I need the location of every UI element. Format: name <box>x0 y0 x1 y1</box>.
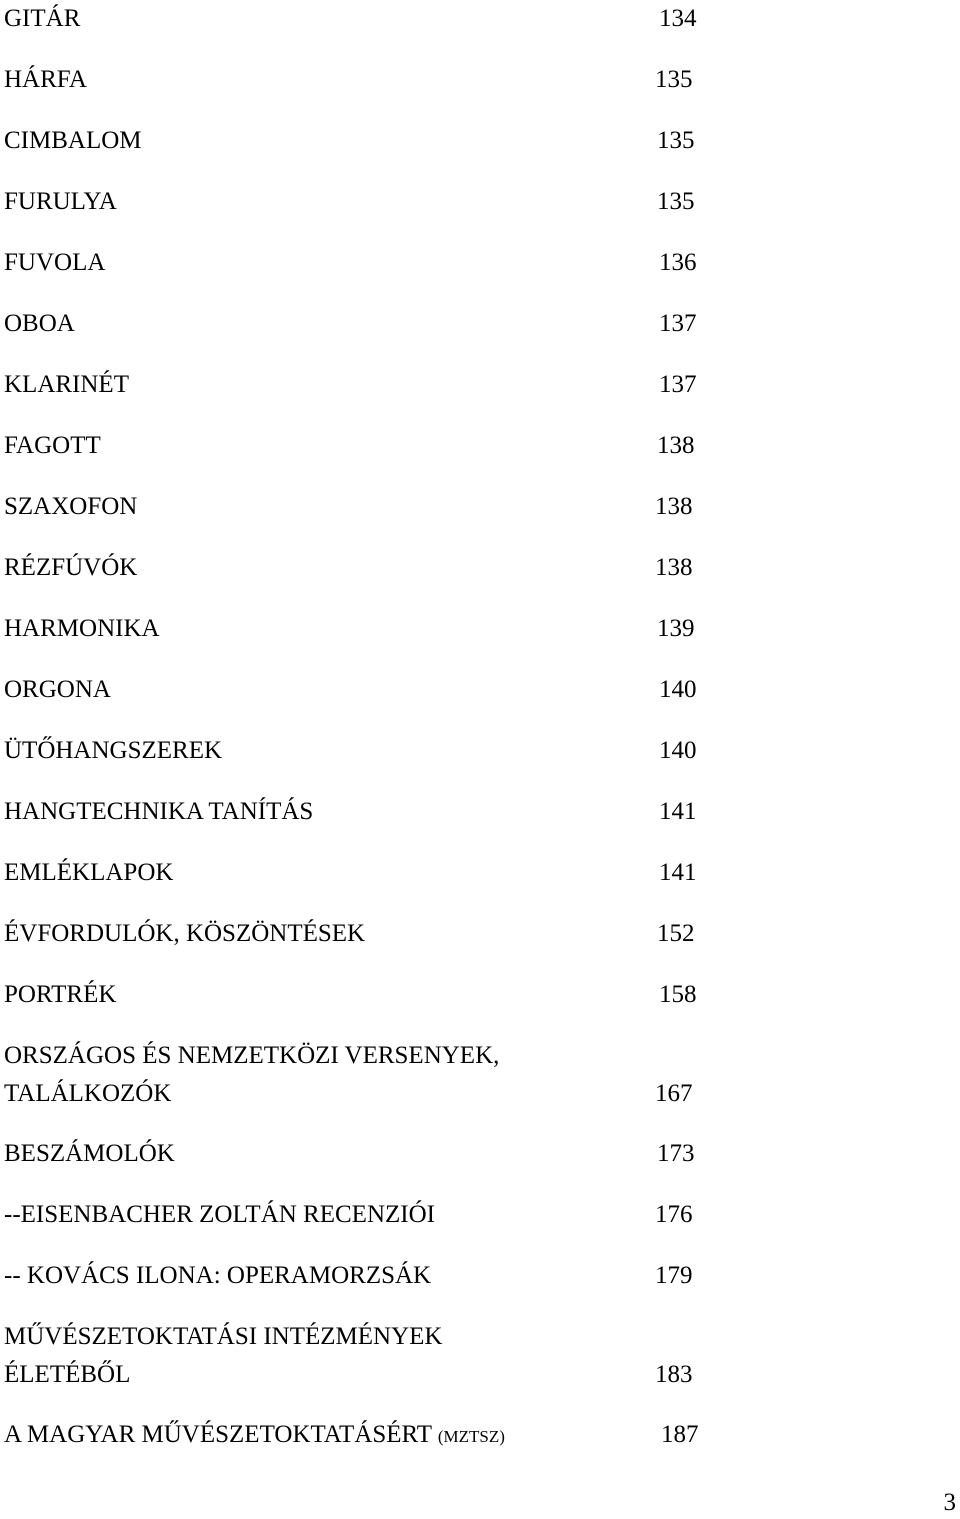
toc-entry-title: GITÁR <box>4 5 81 32</box>
toc-entry-page: 173 <box>657 1140 695 1167</box>
toc-entry-page: 135 <box>657 127 695 154</box>
toc-entry-title: HÁRFA <box>4 66 87 93</box>
toc-entry <box>4 244 704 282</box>
toc-entry-page: 141 <box>659 859 697 886</box>
toc-entry-page: 158 <box>659 981 697 1008</box>
toc-entry-title: OBOA <box>4 310 75 337</box>
toc-entry <box>4 488 704 526</box>
toc-entry-title-line: ÉLETÉBŐL <box>4 1361 131 1388</box>
toc-entry <box>4 549 704 587</box>
toc-entry-page: 137 <box>659 371 697 398</box>
toc-entry <box>4 122 704 160</box>
toc-entry <box>4 427 704 465</box>
toc-entry-title: FURULYA <box>4 188 117 215</box>
toc-entry <box>4 793 704 831</box>
toc-entry-title-line: MŰVÉSZETOKTATÁSI INTÉZMÉNYEK <box>4 1323 443 1350</box>
toc-entry-title: HARMONIKA <box>4 615 160 642</box>
toc-entry <box>4 915 704 953</box>
toc-entry-page: 176 <box>655 1201 693 1228</box>
toc-entry <box>4 1037 704 1113</box>
toc-entry <box>4 305 704 343</box>
toc-entry-page: 138 <box>657 432 695 459</box>
toc-entry-title: EMLÉKLAPOK <box>4 859 174 886</box>
toc-entry-title: ÜTŐHANGSZEREK <box>4 737 223 764</box>
toc-entry-page: 135 <box>657 188 695 215</box>
toc-entry <box>4 183 704 221</box>
toc-entry-page: 141 <box>659 798 697 825</box>
toc-entry-title: BESZÁMOLÓK <box>4 1140 175 1167</box>
toc-entry-title: ORGONA <box>4 676 111 703</box>
toc-entry-page: 136 <box>659 249 697 276</box>
toc-entry-title: HANGTECHNIKA TANÍTÁS <box>4 798 314 825</box>
toc-entry <box>4 61 704 99</box>
toc-entry-title: ÉVFORDULÓK, KÖSZÖNTÉSEK <box>4 920 366 947</box>
toc-entry-page: 137 <box>659 310 697 337</box>
toc-entry-page: 139 <box>657 615 695 642</box>
toc-entry <box>4 610 704 648</box>
toc-entry-page: 138 <box>655 554 693 581</box>
toc-entry-title: CIMBALOM <box>4 127 142 154</box>
toc-entry-page: 187 <box>661 1421 699 1448</box>
toc-entry <box>4 732 704 770</box>
toc-entry-title: -- KOVÁCS ILONA: OPERAMORZSÁK <box>4 1262 432 1289</box>
toc-entry-page: 179 <box>655 1262 693 1289</box>
toc-entry <box>4 976 704 1014</box>
toc-entry <box>4 671 704 709</box>
toc-entry <box>4 1318 704 1394</box>
toc-entry-page: 183 <box>655 1361 693 1388</box>
toc-entry-page: 140 <box>659 737 697 764</box>
toc-entry-title: KLARINÉT <box>4 371 129 398</box>
toc-entry-title: --EISENBACHER ZOLTÁN RECENZIÓI <box>4 1201 435 1228</box>
toc-entry <box>4 1196 704 1234</box>
page-number: 3 <box>943 1489 956 1516</box>
toc-entry <box>4 366 704 404</box>
toc-entry <box>4 1257 704 1295</box>
toc-entry <box>4 1416 704 1456</box>
toc-entry <box>4 0 704 38</box>
toc-entry-page: 167 <box>655 1080 693 1107</box>
toc-entry-title-abbrev: (MZTSZ) <box>437 1427 505 1446</box>
toc-entry-title: PORTRÉK <box>4 981 117 1008</box>
toc-entry-title: RÉZFÚVÓK <box>4 554 138 581</box>
toc-entry <box>4 1135 704 1173</box>
toc-entry-page: 135 <box>655 66 693 93</box>
toc-entry-title: FUVOLA <box>4 249 106 276</box>
toc-entry-page: 140 <box>659 676 697 703</box>
toc-entry-page: 152 <box>657 920 695 947</box>
toc-entry-title: A MAGYAR MŰVÉSZETOKTATÁSÉRT <box>4 1421 432 1448</box>
toc-entry-title-line: TALÁLKOZÓK <box>4 1080 172 1107</box>
toc-entry-title-line: ORSZÁGOS ÉS NEMZETKÖZI VERSENYEK, <box>4 1042 500 1069</box>
toc-entry-title: SZAXOFON <box>4 493 138 520</box>
toc-entry-page: 134 <box>659 5 697 32</box>
toc-entry-page: 138 <box>655 493 693 520</box>
toc-entry-title: FAGOTT <box>4 432 101 459</box>
toc-entry <box>4 854 704 892</box>
